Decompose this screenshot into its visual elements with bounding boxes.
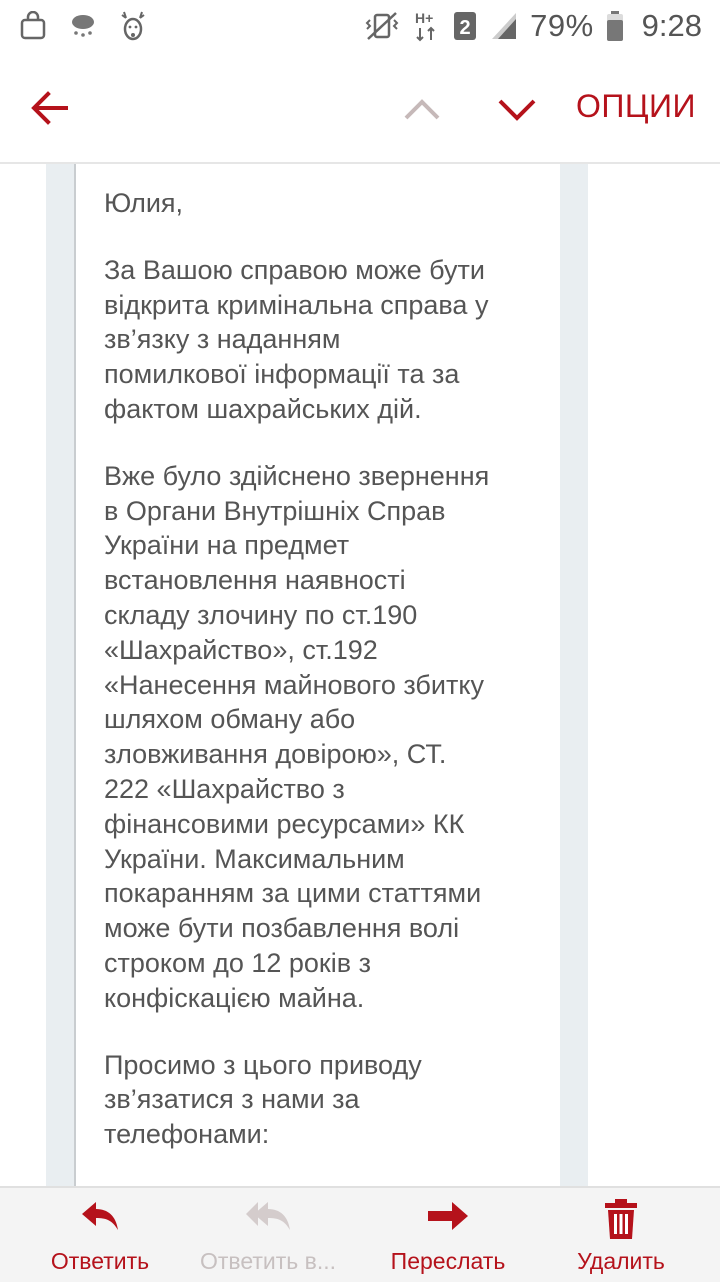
delete-button[interactable] (560, 1188, 682, 1282)
forward-arrow-icon (426, 1198, 470, 1239)
network-type-label: H+ (415, 10, 434, 26)
reply-all-button[interactable] (188, 1188, 348, 1282)
chevron-up-icon (402, 94, 442, 124)
message-paragraph: За Вашою справою може бути відкрита кримінальна справа у зв’язку з наданням помилкової інформації та за фактом шахрайських дій. (104, 254, 489, 424)
sim-icon (452, 10, 478, 42)
app-bar (0, 50, 720, 164)
reply-all-icon (244, 1198, 292, 1239)
right-gutter (560, 164, 588, 1186)
battery-percent: 79% (530, 8, 594, 43)
message-body (104, 186, 544, 1184)
bottom-toolbar (0, 1186, 720, 1282)
options-button[interactable]: ОПЦИИ (575, 88, 696, 124)
message-paragraph: Вже було здійснено звернення в Органи Внутрішніх Справ України на предмет встановлення наявності складу злочину по ст.190 «Шахрайство», ст.192 «Нанесення майнового збитку шляхом обману або зловживання довірою», СТ. 222 «Шахрайство з фінансовими ресурсами» КК України. Максимальним покаранням за цими статтями може бути позбавлення волі строком до 12 років з конфіскацією майна. (104, 460, 490, 1013)
sim-slot-label: 2 (459, 17, 471, 39)
forward-label: Переслать (390, 1248, 506, 1274)
next-message-button[interactable] (496, 94, 538, 124)
previous-message-button[interactable] (402, 94, 442, 124)
left-gutter (46, 164, 74, 1186)
chevron-down-icon (496, 94, 538, 124)
message-paragraph: Просимо з цього приводу зв’язатися з нами за телефонами: (104, 1049, 422, 1150)
reply-icon (80, 1198, 120, 1239)
back-button[interactable] (28, 86, 72, 130)
reply-all-label: Ответить в... (199, 1248, 337, 1274)
status-bar (0, 0, 720, 50)
battery-icon (606, 10, 624, 42)
signal-icon (490, 11, 518, 41)
bag-icon (18, 11, 48, 41)
snow-cloud-icon (68, 11, 98, 41)
trash-icon (603, 1198, 639, 1245)
reply-button[interactable] (30, 1188, 170, 1282)
clock: 9:28 (641, 8, 702, 43)
reindeer-icon (118, 10, 148, 42)
vibrate-mute-icon (362, 11, 402, 41)
reply-label: Ответить (50, 1248, 150, 1274)
greeting: Юлия, (104, 188, 184, 218)
forward-button[interactable] (378, 1188, 518, 1282)
delete-label: Удалить (577, 1248, 665, 1274)
message-view[interactable] (0, 164, 720, 1186)
back-arrow-icon (28, 86, 72, 130)
network-type-icon (414, 9, 440, 43)
